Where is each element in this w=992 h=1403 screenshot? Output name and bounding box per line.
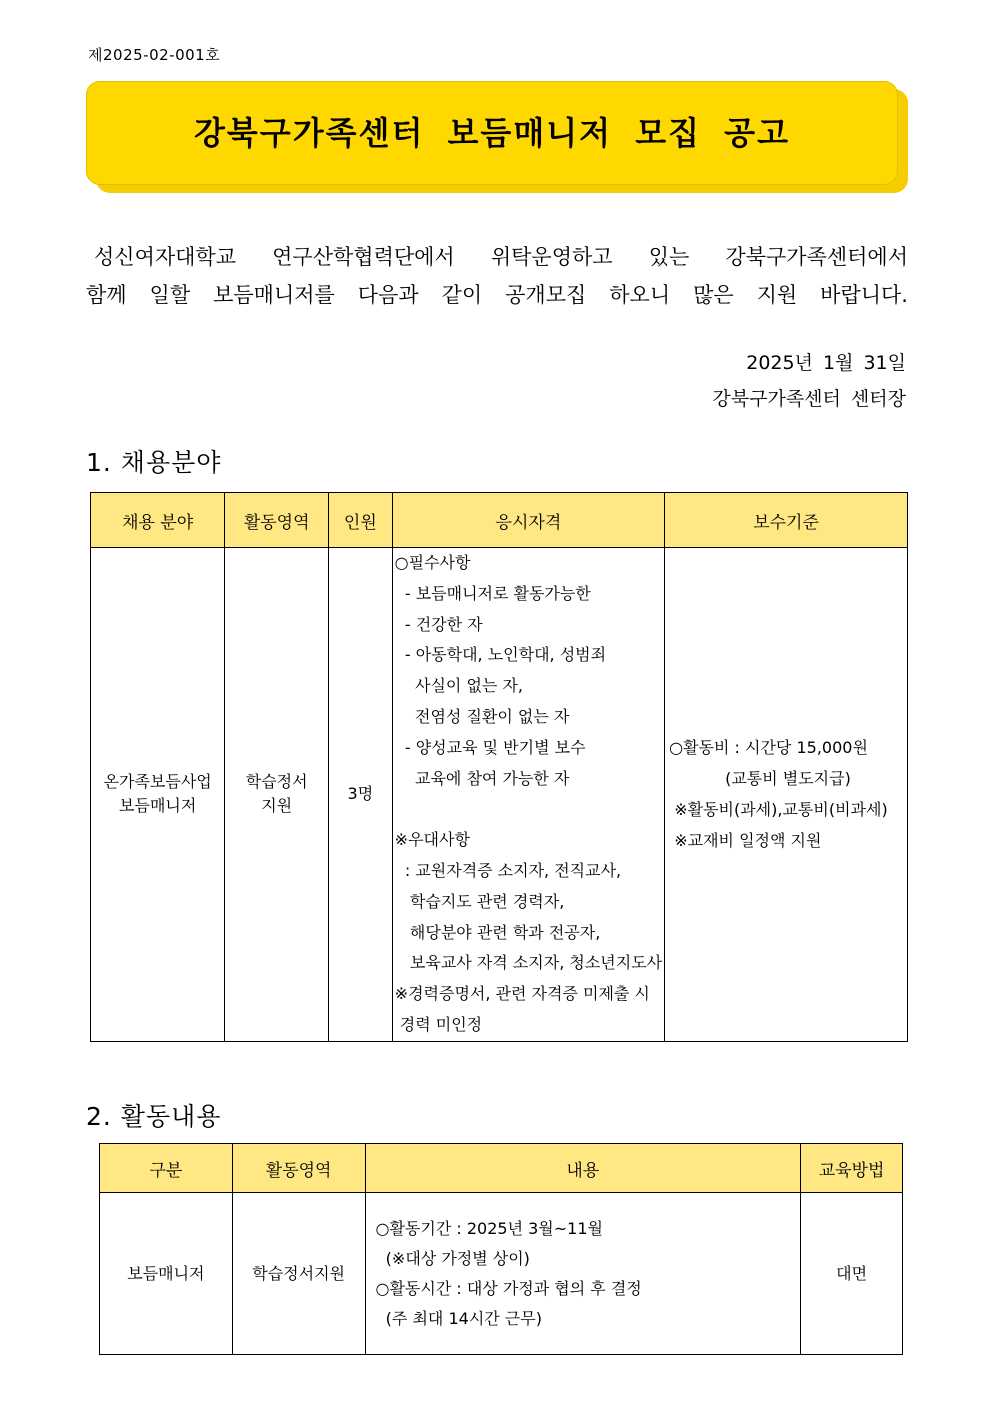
document-number: 제2025-02-001호 bbox=[88, 46, 221, 64]
qualification-line: 경력 미인정 bbox=[394, 1014, 483, 1034]
qualification-line: ○필수사항 bbox=[394, 553, 471, 572]
category-cell: 보듬매니저 bbox=[100, 1193, 233, 1355]
header-content: 내용 bbox=[365, 1144, 801, 1193]
section-heading-recruitment: 1. 채용분야 bbox=[86, 448, 222, 477]
qualification-line: - 아동학대, 노인학대, 성범죄 bbox=[394, 645, 607, 665]
header-field: 채용 분야 bbox=[91, 493, 225, 548]
qualification-line bbox=[395, 794, 662, 825]
issuer: 강북구가족센터 센터장 bbox=[712, 388, 906, 410]
content-line: ○활동기간 : 2025년 3월~11월 bbox=[375, 1218, 603, 1238]
qualification-line: 사실이 없는 자, bbox=[394, 676, 524, 696]
table-header-row bbox=[91, 493, 908, 548]
title-banner bbox=[86, 81, 898, 185]
content-line: ○활동시간 : 대상 가정과 협의 후 결정 bbox=[375, 1278, 642, 1298]
method-cell: 대면 bbox=[801, 1193, 903, 1355]
header-area: 활동영역 bbox=[232, 1144, 365, 1193]
header-category: 구분 bbox=[100, 1144, 233, 1193]
qualification-cell bbox=[392, 548, 664, 1042]
page-title: 강북구가족센터 보듬매니저 모집 공고 bbox=[193, 114, 790, 152]
qualification-line: ※우대사항 bbox=[394, 830, 470, 850]
content-line: (※대상 가정별 상이) bbox=[375, 1248, 530, 1268]
qualification-line: 학습지도 관련 경력자, bbox=[394, 891, 565, 911]
header-qualification: 응시자격 bbox=[392, 493, 664, 548]
intro-paragraph bbox=[86, 238, 908, 314]
qualification-line: - 건강한 자 bbox=[394, 614, 483, 634]
header-method: 교육방법 bbox=[801, 1144, 903, 1193]
signature-block bbox=[712, 345, 906, 417]
qualification-line: : 교원자격증 소지자, 전직교사, bbox=[394, 860, 622, 880]
pay-list bbox=[669, 732, 903, 856]
qualification-line: 보육교사 자격 소지자, 청소년지도사 bbox=[394, 953, 663, 973]
qualification-line: - 보듬매니저로 활동가능한 bbox=[394, 583, 591, 603]
pay-line: ※활동비(과세),교통비(비과세) bbox=[669, 800, 888, 820]
qualification-line: - 양성교육 및 반기별 보수 bbox=[394, 737, 586, 757]
intro-line-1: 성신여자대학교 연구산학협력단에서 위탁운영하고 있는 강북구가족센터에서 bbox=[94, 245, 908, 269]
pay-cell bbox=[665, 548, 908, 1042]
section-heading-activities: 2. 활동내용 bbox=[86, 1102, 222, 1131]
qualification-line: ※경력증명서, 관련 자격증 미제출 시 bbox=[394, 984, 650, 1004]
activity-table bbox=[99, 1143, 903, 1355]
content-list bbox=[376, 1214, 791, 1334]
area-line: 지원 bbox=[261, 796, 293, 816]
intro-line-2: 함께 일할 보듬매니저를 다음과 같이 공개모집 하오니 많은 지원 바랍니다. bbox=[86, 283, 908, 307]
field-line: 온가족보듬사업 bbox=[103, 772, 212, 792]
qualification-list bbox=[395, 548, 662, 1041]
table-row bbox=[100, 1193, 903, 1355]
recruitment-table bbox=[90, 492, 908, 1042]
qualification-line: 전염성 질환이 없는 자 bbox=[394, 706, 570, 726]
table-row bbox=[91, 548, 908, 1042]
qualification-line: 해당분야 관련 학과 전공자, bbox=[394, 922, 601, 942]
qualification-line: 교육에 참여 가능한 자 bbox=[394, 768, 570, 788]
announcement-date: 2025년 1월 31일 bbox=[746, 352, 906, 374]
pay-line: ※교재비 일정액 지원 bbox=[669, 831, 822, 851]
header-area: 활동영역 bbox=[225, 493, 329, 548]
pay-line: ○활동비 : 시간당 15,000원 bbox=[669, 738, 868, 758]
content-cell bbox=[365, 1193, 801, 1355]
pay-line: (교통비 별도지급) bbox=[669, 769, 851, 789]
field-cell bbox=[91, 548, 225, 1042]
content-line: (주 최대 14시간 근무) bbox=[375, 1308, 542, 1328]
area-cell bbox=[225, 548, 329, 1042]
table-header-row bbox=[100, 1144, 903, 1193]
area-cell: 학습정서지원 bbox=[232, 1193, 365, 1355]
area-line: 학습정서 bbox=[245, 772, 308, 792]
field-line: 보듬매니저 bbox=[119, 796, 197, 816]
count-cell: 3명 bbox=[329, 548, 393, 1042]
header-pay: 보수기준 bbox=[665, 493, 908, 548]
header-count: 인원 bbox=[329, 493, 393, 548]
